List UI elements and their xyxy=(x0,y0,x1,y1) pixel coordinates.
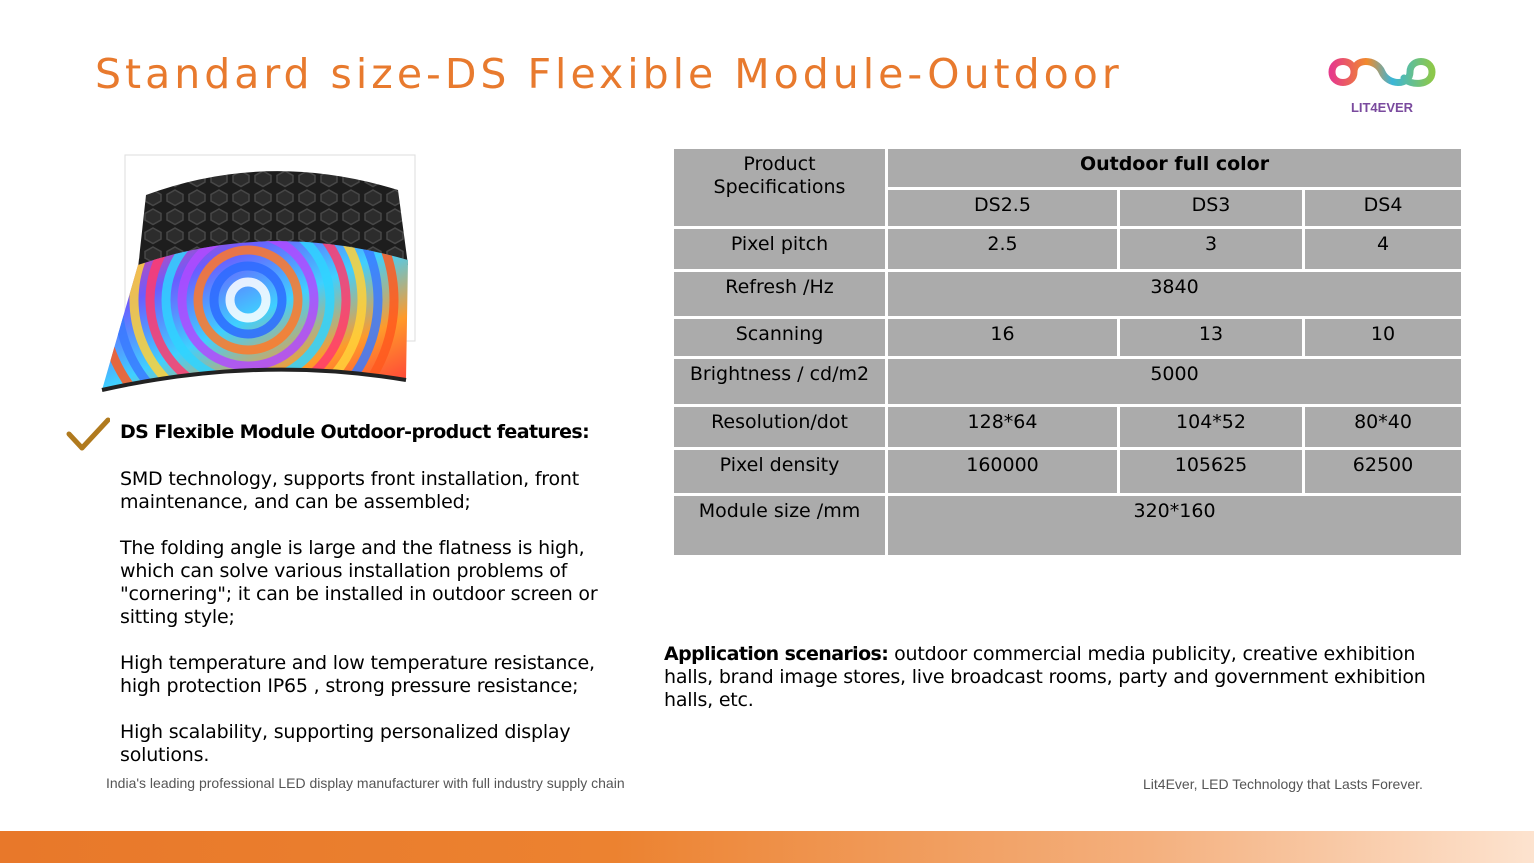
feature-paragraph: The folding angle is large and the flatness is high, which can solve various installation problems of "cornering"; it can be installed in outdoor screen or sitting style; xyxy=(120,537,598,628)
logo-text: LIT4EVER xyxy=(1350,100,1414,115)
table-row xyxy=(673,406,1463,449)
table-row xyxy=(673,358,1463,406)
table-cell-merged: 5000 xyxy=(887,358,1463,406)
brand-logo xyxy=(1322,44,1442,120)
bottom-accent-bar xyxy=(0,831,1534,863)
footer-tagline-left: India's leading professional LED display manufacturer with full industry supply chain xyxy=(106,775,625,791)
table-cell: 4 xyxy=(1304,228,1463,271)
table-row xyxy=(673,228,1463,271)
table-cell: 160000 xyxy=(887,449,1119,495)
table-cell: 104*52 xyxy=(1119,406,1304,449)
table-row xyxy=(673,318,1463,358)
features-list xyxy=(120,468,610,790)
infinity-logo-icon xyxy=(1322,44,1442,100)
table-cell: 10 xyxy=(1304,318,1463,358)
flexible-module-image xyxy=(98,150,418,395)
model-header: DS3 xyxy=(1119,189,1304,228)
feature-paragraph: High temperature and low temperature resistance, high protection IP65 , strong pressure resistance; xyxy=(120,652,595,697)
row-label: Resolution/dot xyxy=(673,406,887,449)
row-label: Refresh /Hz xyxy=(673,271,887,318)
table-cell: 105625 xyxy=(1119,449,1304,495)
table-row xyxy=(673,271,1463,318)
table-cell: 2.5 xyxy=(887,228,1119,271)
row-label: Scanning xyxy=(673,318,887,358)
checkmark-icon xyxy=(66,416,110,452)
row-label: Pixel density xyxy=(673,449,887,495)
table-cell: 13 xyxy=(1119,318,1304,358)
row-label: Pixel pitch xyxy=(673,228,887,271)
table-cell-merged: 320*160 xyxy=(887,495,1463,557)
features-heading: DS Flexible Module Outdoor-product features: xyxy=(120,421,590,443)
page-title: Standard size-DS Flexible Module-Outdoor xyxy=(95,50,1123,98)
footer-tagline-right: Lit4Ever, LED Technology that Lasts Forever. xyxy=(1143,776,1423,792)
table-row xyxy=(673,495,1463,557)
table-cell: 3 xyxy=(1119,228,1304,271)
model-header: DS4 xyxy=(1304,189,1463,228)
table-row xyxy=(673,449,1463,495)
table-cell: 16 xyxy=(887,318,1119,358)
model-header: DS2.5 xyxy=(887,189,1119,228)
table-cell: 128*64 xyxy=(887,406,1119,449)
feature-paragraph: SMD technology, supports front installation, front maintenance, and can be assembled; xyxy=(120,468,580,513)
feature-paragraph: High scalability, supporting personalized display solutions. xyxy=(120,721,571,766)
row-label: Module size /mm xyxy=(673,495,887,557)
spec-table xyxy=(671,146,1464,558)
table-cell-merged: 3840 xyxy=(887,271,1463,318)
table-corner-header: Product Specifications xyxy=(673,148,887,228)
application-text: outdoor commercial media publicity, creative exhibition halls, brand image stores, live broadcast rooms, party and government exhibition halls, etc. xyxy=(664,643,1426,711)
table-cell: 62500 xyxy=(1304,449,1463,495)
row-label: Brightness / cd/m2 xyxy=(673,358,887,406)
table-cell: 80*40 xyxy=(1304,406,1463,449)
group-header: Outdoor full color xyxy=(887,148,1463,189)
application-scenarios xyxy=(664,643,1464,712)
application-label: Application scenarios: xyxy=(664,643,889,665)
